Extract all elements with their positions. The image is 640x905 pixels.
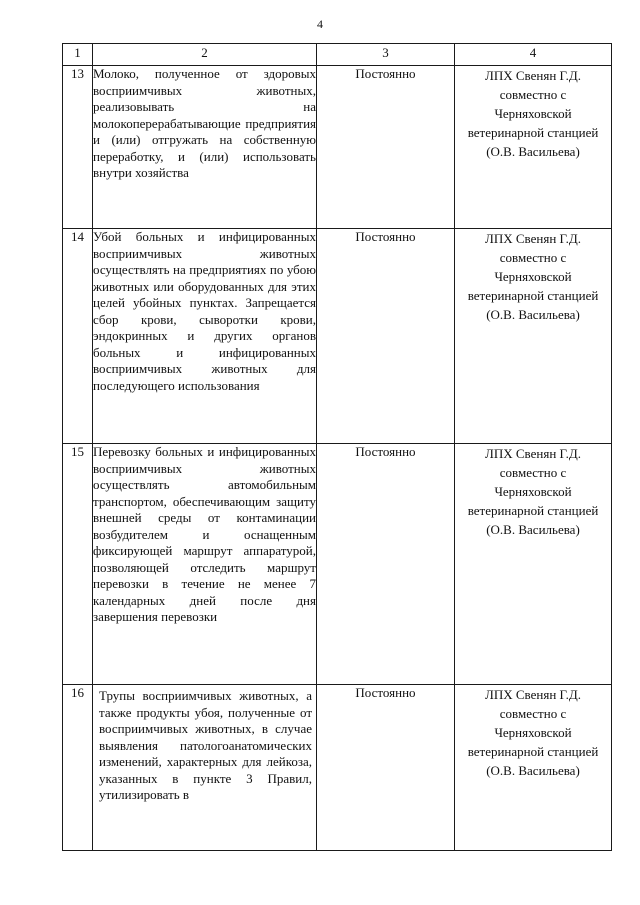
responsible-line: Черняховской: [494, 269, 572, 284]
measure-text: Трупы восприимчивых животных, а также продукты убоя, полученные от восприимчивых животных, в случае выявления патологоанатомических изменений, характерных для лейкоза, указанных в пункте 3 Правил, утилизировать в: [99, 688, 312, 802]
responsible-line: ЛПХ Свенян Г.Д.: [485, 68, 581, 83]
responsible-line: ветеринарной станцией: [467, 503, 599, 518]
table-row: [63, 444, 612, 685]
responsible: [455, 66, 612, 229]
responsible-line: ЛПХ Свенян Г.Д.: [485, 687, 581, 702]
responsible-line: ЛПХ Свенян Г.Д.: [485, 446, 581, 461]
responsible-line: Черняховской: [494, 484, 572, 499]
page-number: 4: [317, 17, 323, 31]
column-header-2: 2: [93, 44, 317, 66]
responsible-line: совместно с: [499, 250, 567, 265]
measure-text: Убой больных и инфицированных восприимчивых животных осуществлять на предприятиях по убою животных или оборудованных для этих целей убойных пунктах. Запрещается сбор крови, сыворотки крови, эндокринных и других органов больных и инфицированных восприимчивых животных для последующего использования: [93, 229, 317, 444]
responsible-line: совместно с: [499, 87, 567, 102]
responsible-line: (О.В. Васильева): [486, 522, 580, 537]
responsible-line: (О.В. Васильева): [486, 307, 580, 322]
responsible-line: (О.В. Васильева): [486, 144, 580, 159]
column-header-3: 3: [317, 44, 455, 66]
deadline: Постоянно: [317, 66, 455, 229]
responsible-line: ветеринарной станцией: [467, 288, 599, 303]
responsible: [455, 444, 612, 685]
row-number: 14: [63, 229, 93, 444]
measure-cell: [93, 685, 317, 851]
responsible-line: ЛПХ Свенян Г.Д.: [485, 231, 581, 246]
responsible-line: ветеринарной станцией: [467, 125, 599, 140]
table-header-row: [63, 44, 612, 66]
deadline: Постоянно: [317, 444, 455, 685]
responsible: [455, 229, 612, 444]
responsible-line: Черняховской: [494, 106, 572, 121]
measure-text: Перевозку больных и инфицированных восприимчивых животных осуществлять автомобильным транспортом, обеспечивающим защиту внешней среды от контаминации возбудителем и оснащенным фиксирующей маршрут аппаратурой, позволяющей отследить маршрут перевозки в течение не менее 7 календарных дней после дня завершения перевозки: [93, 444, 317, 685]
column-header-1: 1: [63, 44, 93, 66]
row-number: 16: [63, 685, 93, 851]
responsible-line: ветеринарной станцией: [467, 744, 599, 759]
column-header-4: 4: [455, 44, 612, 66]
table-row: [63, 685, 612, 851]
responsible: [455, 685, 612, 851]
measure-text: Молоко, полученное от здоровых восприимчивых животных, реализовывать на молокоперерабатывающие предприятия и (или) отгружать на собственную переработку, и (или) использовать внутри хозяйства: [93, 66, 317, 229]
deadline: Постоянно: [317, 685, 455, 851]
row-number: 15: [63, 444, 93, 685]
deadline: Постоянно: [317, 229, 455, 444]
measures-table: [62, 43, 612, 851]
row-number: 13: [63, 66, 93, 229]
table-row: [63, 66, 612, 229]
responsible-line: (О.В. Васильева): [486, 763, 580, 778]
table-row: [63, 229, 612, 444]
responsible-line: Черняховской: [494, 725, 572, 740]
responsible-line: совместно с: [499, 465, 567, 480]
responsible-line: совместно с: [499, 706, 567, 721]
